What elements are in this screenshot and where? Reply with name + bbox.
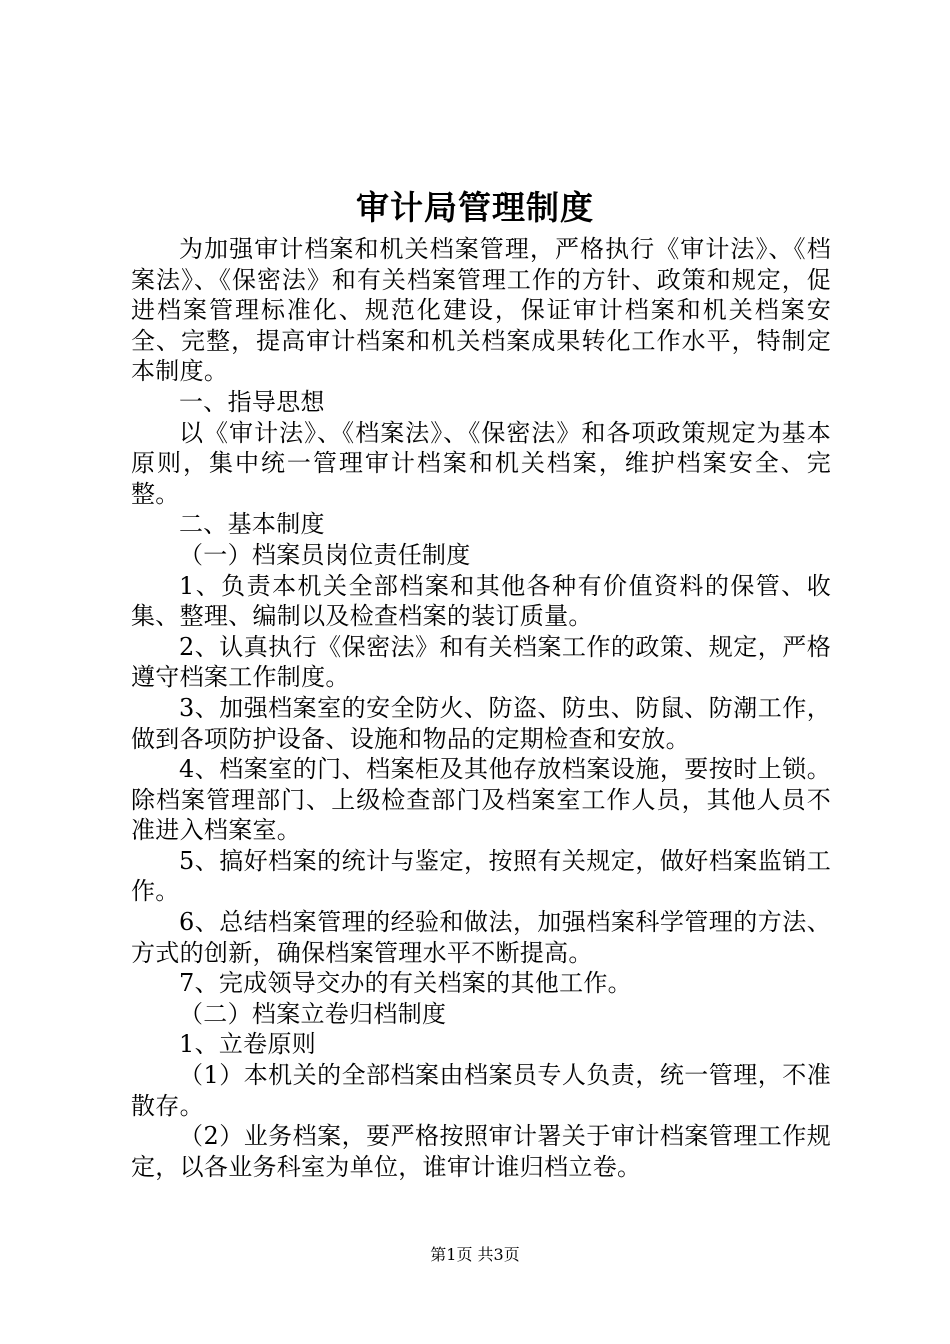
heading-basic-system: 二、基本制度 xyxy=(179,510,325,539)
subheading-archivist-duty: （一）档案员岗位责任制度 xyxy=(179,540,471,569)
list-item-duty-3: 3、加强档案室的安全防火、防盗、防虫、防鼠、防潮工作，做到各项防护设备、设施和物品的定期检查和安放。 xyxy=(131,693,831,753)
paragraph-guiding-thought: 以《审计法》、《档案法》、《保密法》和各项政策规定为基本原则，集中统一管理审计档案和机关档案，维护档案安全、完整。 xyxy=(131,418,831,508)
subheading-filing-system: （二）档案立卷归档制度 xyxy=(179,999,447,1028)
list-item-duty-5: 5、搞好档案的统计与鉴定，按照有关规定，做好档案监销工作。 xyxy=(131,846,831,906)
paragraph-intro: 为加强审计档案和机关档案管理，严格执行《审计法》、《档案法》、《保密法》和有关档案管理工作的方针、政策和规定，促进档案管理标准化、规范化建设，保证审计档案和机关档案安全、完整，提高审计档案和机关档案成果转化工作水平，特制定本制度。 xyxy=(131,235,831,386)
page-indicator: 第1页 共3页 xyxy=(430,1245,520,1264)
list-item-filing-principle-1: （1）本机关的全部档案由档案员专人负责，统一管理，不准散存。 xyxy=(131,1061,831,1120)
list-item-duty-6: 6、总结档案管理的经验和做法，加强档案科学管理的方法、方式的创新，确保档案管理水平不断提高。 xyxy=(131,908,831,967)
list-item-duty-4: 4、档案室的门、档案柜及其他存放档案设施，要按时上锁。除档案管理部门、上级检查部门及档案室工作人员，其他人员不准进入档案室。 xyxy=(131,755,831,845)
document-title: 审计局管理制度 xyxy=(356,188,594,227)
document-body xyxy=(131,234,831,1182)
list-item-duty-7: 7、完成领导交办的有关档案的其他工作。 xyxy=(179,969,632,998)
heading-guiding-thought: 一、指导思想 xyxy=(179,387,325,416)
list-item-filing-principle: 1、立卷原则 xyxy=(179,1030,317,1059)
list-item-duty-2: 2、认真执行《保密法》和有关档案工作的政策、规定，严格遵守档案工作制度。 xyxy=(131,632,831,692)
list-item-duty-1: 1、负责本机关全部档案和其他各种有价值资料的保管、收集、整理、编制以及检查档案的装订质量。 xyxy=(131,571,831,631)
list-item-filing-principle-2: （2）业务档案，要严格按照审计署关于审计档案管理工作规定，以各业务科室为单位，谁审计谁归档立卷。 xyxy=(131,1122,831,1181)
